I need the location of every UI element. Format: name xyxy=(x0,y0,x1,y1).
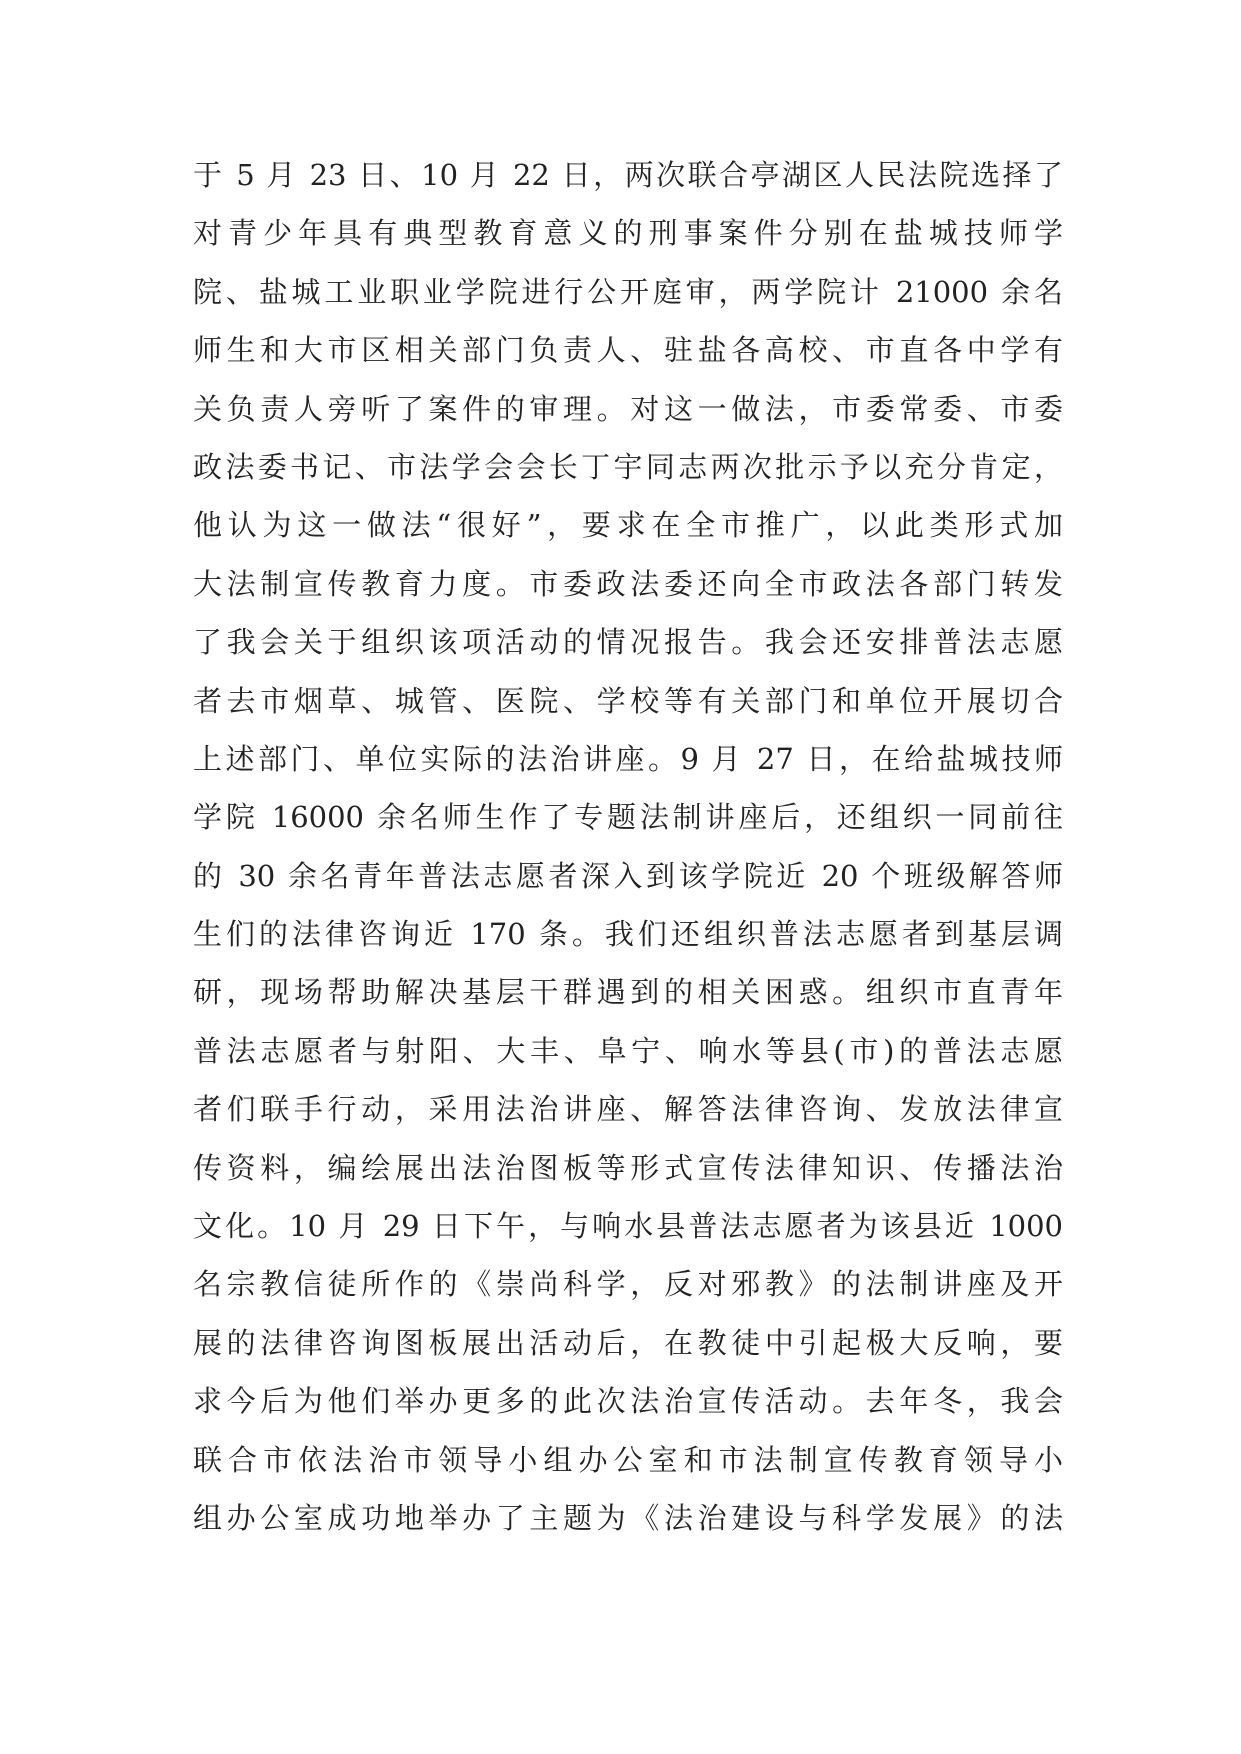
text-line: 政法委书记、市法学会会长丁宇同志两次批示予以充分肯定， xyxy=(193,449,1063,484)
text-line: 文化。10 月 29 日下午，与响水县普法志愿者为该县近 1000 xyxy=(193,1209,1063,1244)
text-line: 生们的法律咨询近 170 条。我们还组织普法志愿者到基层调 xyxy=(193,917,1063,952)
text-line: 研，现场帮助解决基层干群遇到的相关困惑。组织市直青年 xyxy=(193,975,1063,1010)
text-line: 组办公室成功地举办了主题为《法治建设与科学发展》的法 xyxy=(193,1500,1063,1535)
text-line: 于 5 月 23 日、10 月 22 日，两次联合亭湖区人民法院选择了 xyxy=(193,158,1063,192)
text-line: 传资料，编绘展出法治图板等形式宣传法律知识、传播法治 xyxy=(193,1150,1063,1185)
body-paragraph xyxy=(193,146,1063,1547)
text-line: 普法志愿者与射阳、大丰、阜宁、响水等县(市)的普法志愿 xyxy=(193,1033,1063,1068)
text-line: 院、盐城工业职业学院进行公开庭审，两学院计 21000 余名 xyxy=(193,274,1063,309)
text-line: 展的法律咨询图板展出活动后，在教徒中引起极大反响，要 xyxy=(193,1325,1063,1360)
text-line: 者去市烟草、城管、医院、学校等有关部门和单位开展切合 xyxy=(193,683,1063,718)
text-line: 上述部门、单位实际的法治讲座。9 月 27 日，在给盐城技师 xyxy=(193,741,1063,776)
text-line: 联合市依法治市领导小组办公室和市法制宣传教育领导小 xyxy=(193,1442,1063,1477)
text-line: 他认为这一做法“很好”，要求在全市推广，以此类形式加 xyxy=(193,508,1063,543)
text-line: 的 30 余名青年普法志愿者深入到该学院近 20 个班级解答师 xyxy=(193,858,1063,893)
text-line: 了我会关于组织该项活动的情况报告。我会还安排普法志愿 xyxy=(193,625,1063,660)
text-line: 学院 16000 余名师生作了专题法制讲座后，还组织一同前往 xyxy=(193,800,1063,835)
text-line: 师生和大市区相关部门负责人、驻盐各高校、市直各中学有 xyxy=(193,333,1063,368)
text-line: 对青少年具有典型教育意义的刑事案件分别在盐城技师学 xyxy=(193,216,1063,251)
text-line: 关负责人旁听了案件的审理。对这一做法，市委常委、市委 xyxy=(193,391,1063,426)
text-line: 求今后为他们举办更多的此次法治宣传活动。去年冬，我会 xyxy=(193,1384,1063,1419)
text-line: 大法制宣传教育力度。市委政法委还向全市政法各部门转发 xyxy=(193,566,1063,601)
text-line: 名宗教信徒所作的《崇尚科学，反对邪教》的法制讲座及开 xyxy=(193,1267,1063,1302)
text-line: 者们联手行动，采用法治讲座、解答法律咨询、发放法律宣 xyxy=(193,1092,1063,1127)
